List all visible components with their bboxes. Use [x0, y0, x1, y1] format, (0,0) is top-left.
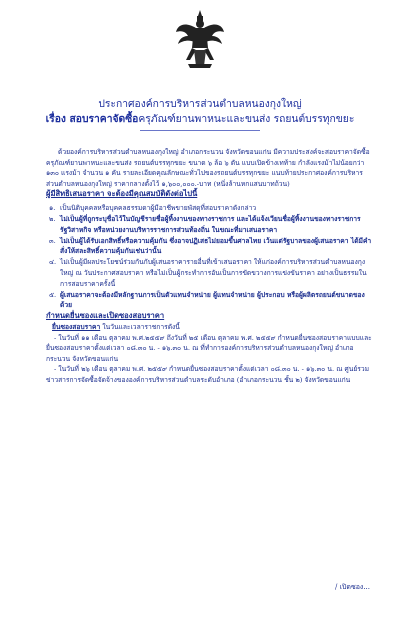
list-item: ๒. ไม่เป็นผู้ที่ถูกระบุชื่อไว้ในบัญชีรายชื่อผู้ทิ้งงานของทางราชการ และได้แจ้งเวียนชื่อผู้ทิ้งงานของทางราชการ รัฐวิสาหกิจ หรือหน่วยงานบริหารราชการส่วนท้องถิ่น ในขณะที่มาเสนอราคา	[49, 215, 361, 234]
list-item: ๑. เป็นนิติบุคคลหรือบุคคลธรรมดาผู้มีอาชีพขายพัสดุที่สอบราคาดังกล่าว	[49, 203, 257, 212]
subject-text: ครุภัณฑ์ยานพาหนะและขนส่ง รถยนต์บรรทุกขยะ	[138, 113, 355, 125]
intro-paragraph: ด้วยองค์การบริหารส่วนตำบลหนองกุงใหญ่ อำเภอกระนวน จังหวัดขอนแก่น มีความประสงค์จะสอบราคาจัดซื้อครุภัณฑ์ยานพาหนะและขนส่ง รถยนต์บรรทุกขยะ ขนาด ๖ ล้อ ๖ ตัน แบบเปิดข้างเทท้าย กำลังแรงม้าไม่น้อยกว่า ๑๓๐ แรงม้า จำนวน ๑ คัน รายละเอียดคุณลักษณะทั่วไปของรถยนต์บรรทุกขยะ แนบท้ายประกาศองค์การบริหารส่วนตำบลหนองกุงใหญ่ ราคากลางตั้งไว้ ๑,๖๐๐,๐๐๐.-บาท (หนึ่งล้านหกแสนบาทถ้วน)	[46, 148, 370, 188]
subject-lead: เรื่อง สอบราคาจัดซื้อ	[45, 113, 139, 125]
document-body	[46, 147, 372, 386]
submission-subheading: ยื่นซองสอบราคา ในวันและเวลาราชการดังนี้	[52, 323, 180, 331]
section-qualifications-title: ผู้มีสิทธิเสนอราคา จะต้องมีคุณสมบัติดังต่อไปนี้	[46, 189, 198, 199]
title-divider	[140, 130, 260, 131]
list-item: ๓. ไม่เป็นผู้ได้รับเอกสิทธิ์หรือความคุ้มกัน ซึ่งอาจปฏิเสธไม่ยอมขึ้นศาลไทย เว้นแต่รัฐบาลของผู้เสนอราคา ได้มีคำสั่งให้สละสิทธิ์ความคุ้มกันเช่นว่านั้น	[49, 236, 372, 256]
submission-final-day-paragraph: - ในวันที่ ๒๖ เดือน ตุลาคม พ.ศ. ๒๕๕๙ กำหนดยื่นซองสอบราคาตั้งแต่เวลา ๐๘.๓๐ น. - ๑๖.๓๐ น. ณ ศูนย์รวมข่าวสารการจัดซื้อจัดจ้างขององค์การบริหารส่วนตำบลระดับอำเภอ (อำเภอกระนวน ชั้น ๒) จังหวัดขอนแก่น	[46, 365, 370, 384]
qualifications-list	[46, 203, 372, 311]
garuda-emblem-icon	[174, 8, 226, 70]
submission-period-paragraph: - ในวันที่ ๑๑ เดือน ตุลาคม พ.ศ.๒๕๕๙ ถึงวันที่ ๒๕ เดือน ตุลาคม พ.ศ. ๒๕๕๙ กำหนดยื่นซองสอบราคาแบบและยื่นซองสอบราคาตั้งแต่เวลา ๐๘.๓๐ น. - ๑๖.๓๐ น. ณ ที่ทำการองค์การบริหารส่วนตำบลหนองกุงใหญ่ อำเภอกระนวน จังหวัดขอนแก่น	[46, 333, 372, 363]
section-submission-title: กำหนดยื่นซองและเปิดซองสอบราคา	[46, 311, 165, 321]
announcement-title: ประกาศองค์การบริหารส่วนตำบลหนองกุงใหญ่	[98, 98, 302, 110]
announcement-subject	[0, 113, 400, 126]
list-item: ๔. ไม่เป็นผู้มีผลประโยชน์ร่วมกันกับผู้เสนอราคารายอื่นที่เข้าเสนอราคา ให้แก่องค์การบริหารส่วนตำบลหนองกุงใหญ่ ณ วันประกาศสอบราคา หรือไม่เป็นผู้กระทำการอันเป็นการขัดขวางการแข่งขันราคา อย่างเป็นธรรมในการสอบราคาครั้งนี้	[49, 258, 367, 288]
continued-marker: / เปิดซอง...	[334, 583, 370, 591]
list-item: ๕. ผู้เสนอราคาจะต้องมีหลักฐานการเป็นตัวแทนจำหน่าย ผู้แทนจำหน่าย ผู้ประกอบ หรือผู้ผลิตรถยนต์ขนาดของด้วย	[49, 290, 365, 310]
